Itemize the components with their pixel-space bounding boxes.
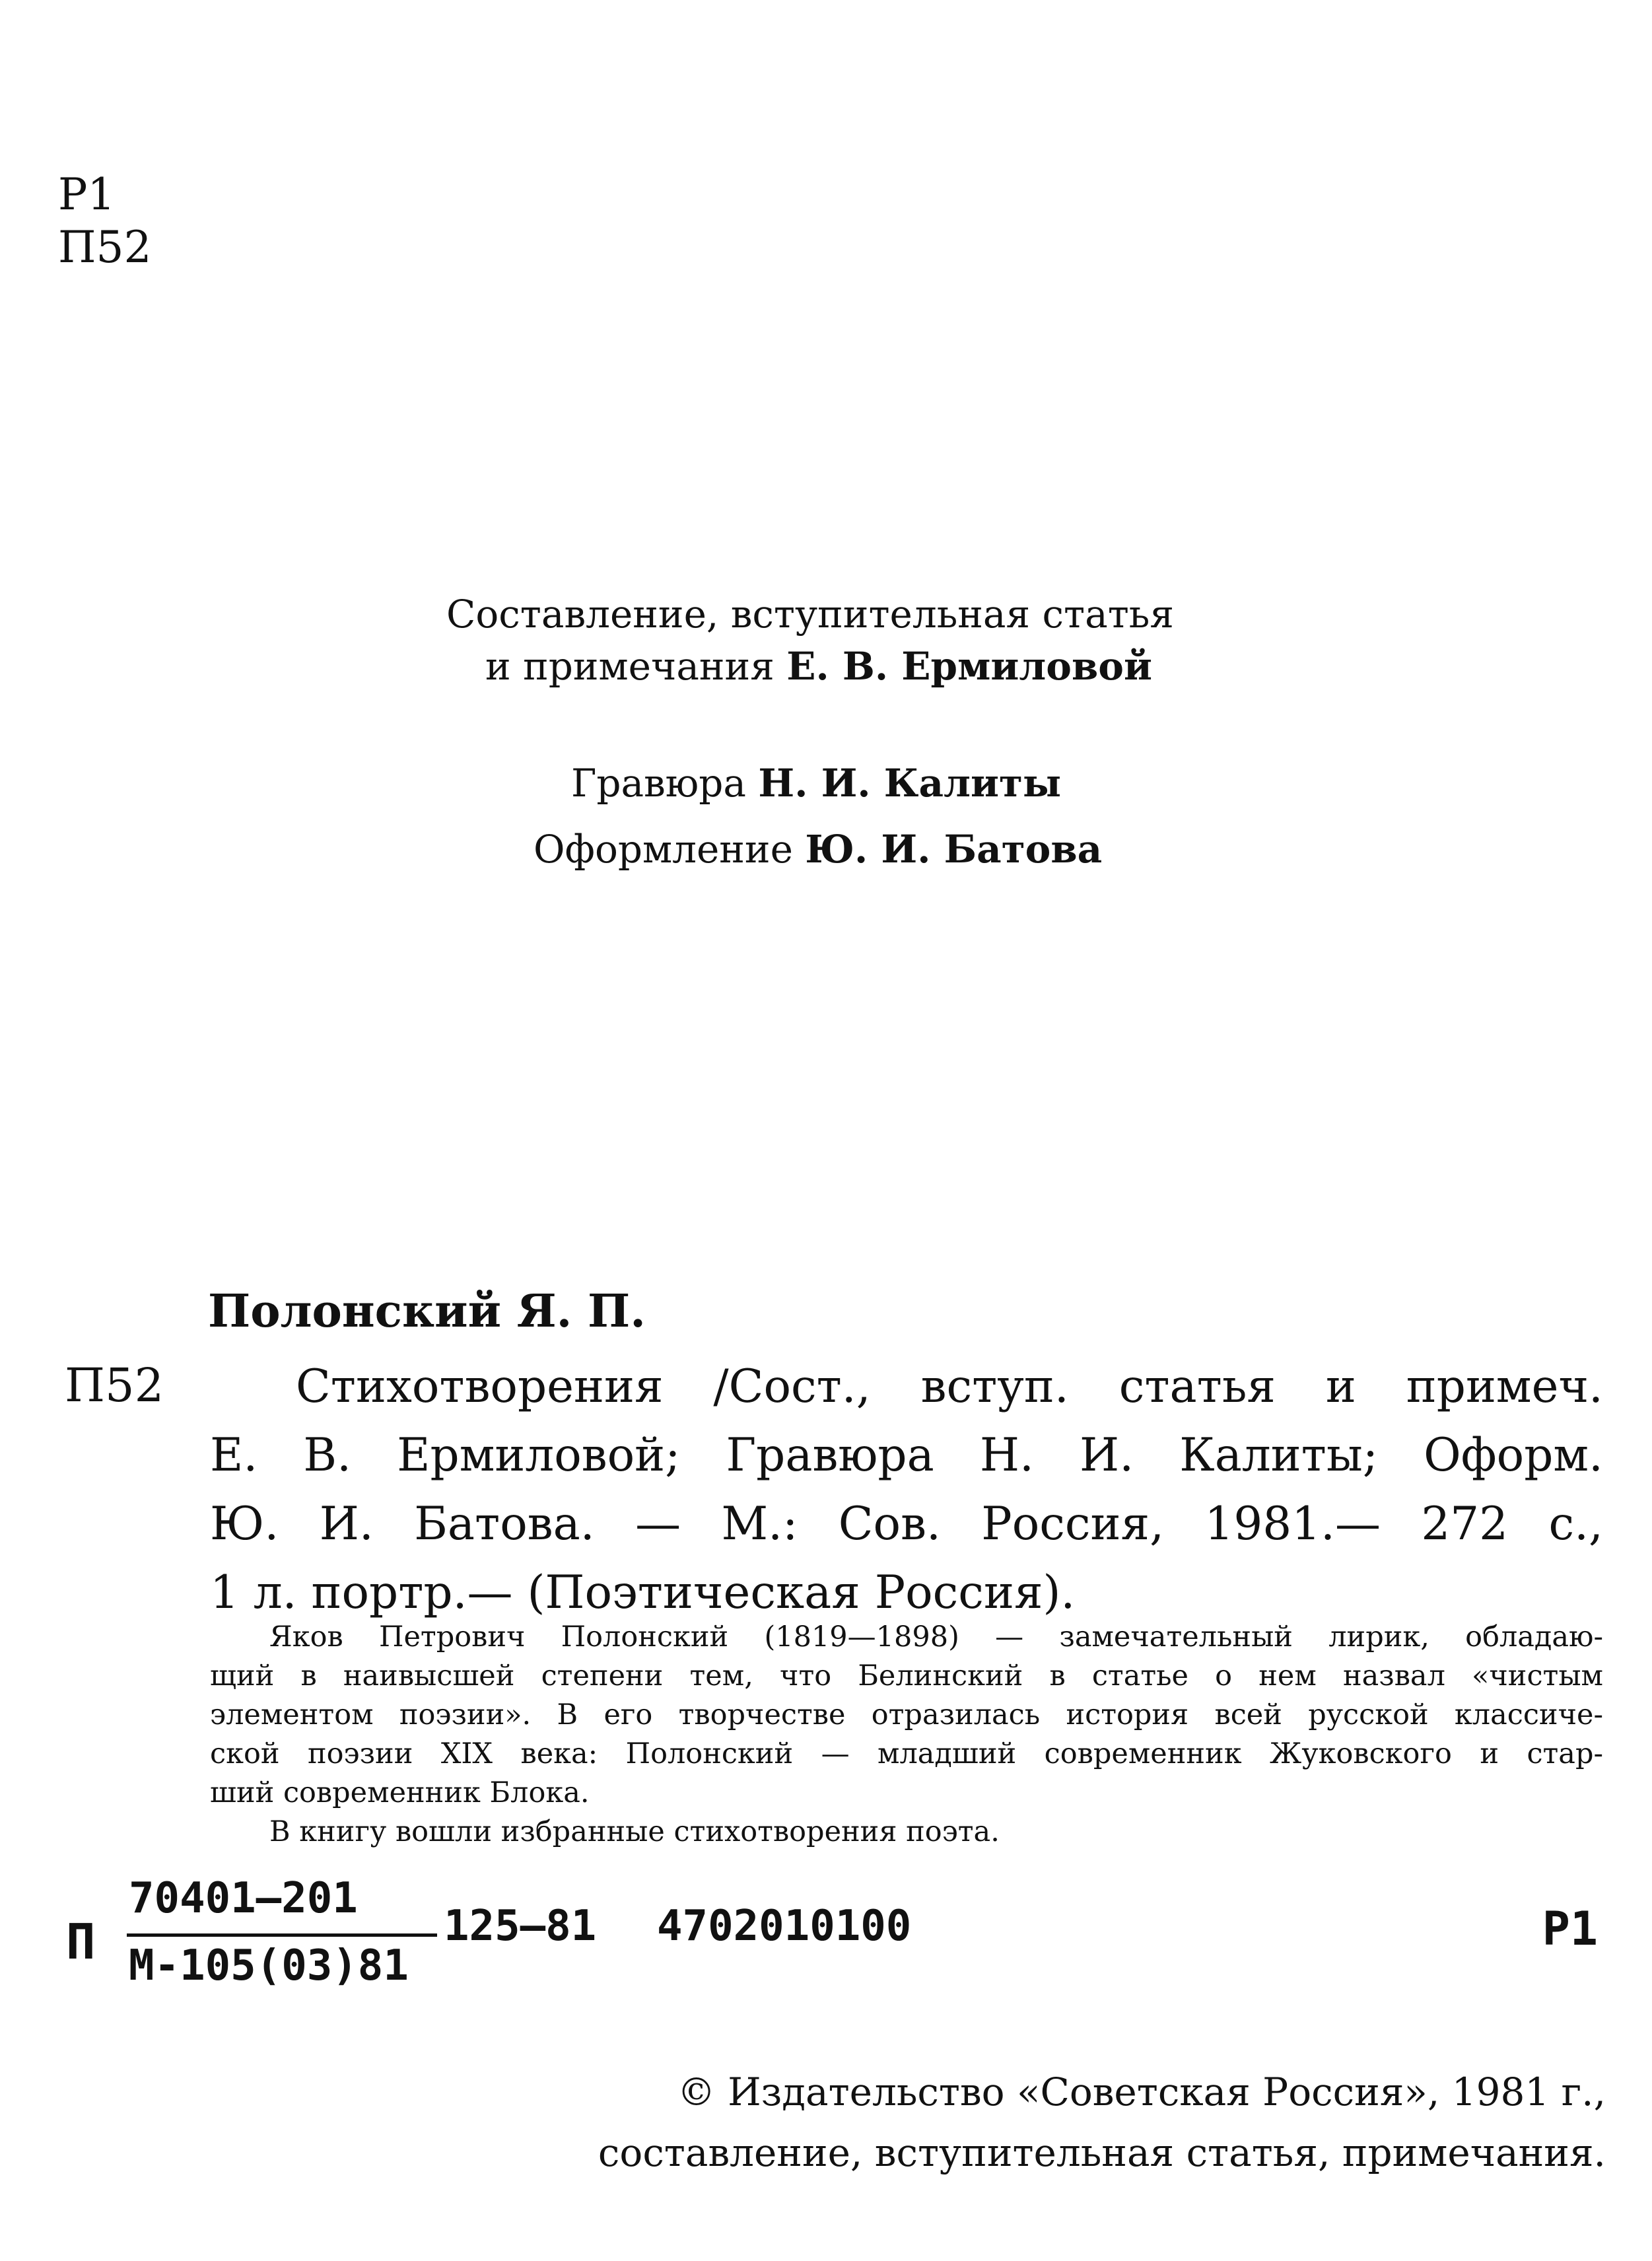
author-heading: Полонский Я. П.: [208, 1285, 646, 1338]
compilation-name: Е. В. Ермиловой: [786, 644, 1152, 689]
description-line: Е. В. Ермиловой; Гравюра Н. И. Калиты; Оформ.: [210, 1429, 1603, 1482]
index-numerator: 70401—201: [129, 1874, 358, 1923]
compilation-line-1: Составление, вступительная статья: [446, 592, 1174, 637]
index-right-code: Р1: [1542, 1902, 1598, 1956]
description-line: Стихотворения /Сост., вступ. статья и примеч.: [296, 1360, 1603, 1413]
annotation: [210, 1618, 1603, 1852]
copyright-line-2: составление, вступительная статья, примечания.: [598, 2130, 1606, 2175]
fraction-bar: [127, 1933, 437, 1937]
index-denominator: М-105(03)81: [129, 1941, 409, 1990]
index-letter: П: [66, 1914, 96, 1970]
description-line: 1 л. портр.— (Поэтическая Россия).: [210, 1566, 1076, 1619]
index-code-2: 4702010100: [657, 1902, 912, 1951]
design-prefix: Оформление: [533, 827, 793, 872]
annotation-line: ской поэзии XIX века: Полонский — младший современник Жуковского и стар-: [210, 1737, 1603, 1770]
description-line: Ю. И. Батова. — М.: Сов. Россия, 1981.— 272 с.,: [210, 1498, 1603, 1550]
cipher-line-1: Р1: [58, 169, 116, 220]
design-name: Ю. И. Батова: [805, 827, 1103, 872]
compilation-prefix: и примечания: [485, 644, 774, 689]
engraving-prefix: Гравюра: [571, 761, 746, 806]
copyright-block: [598, 2062, 1606, 2183]
annotation-line: элементом поэзии». В его творчестве отразилась история всей русской классиче-: [210, 1698, 1603, 1731]
engraving-name: Н. И. Калиты: [758, 761, 1062, 806]
catalog-code: П52: [65, 1358, 164, 1412]
annotation-line: В книгу вошли избранные стихотворения поэта.: [269, 1815, 1000, 1848]
bibliographic-description: [210, 1352, 1603, 1627]
copyright-line-1: © Издательство «Советская Россия», 1981 г.,: [677, 2070, 1606, 2114]
library-cipher: [58, 168, 152, 274]
annotation-line: щий в наивысшей степени тем, что Белинский в статье о нем назвал «чистым: [210, 1659, 1603, 1692]
annotation-line: Яков Петрович Полонский (1819—1898) — замечательный лирик, обладаю-: [269, 1620, 1603, 1653]
index-code-1: 125—81: [444, 1902, 597, 1951]
cipher-line-2: П52: [58, 222, 152, 273]
engraving-line: [571, 761, 1061, 806]
compilation-line-2: [485, 644, 1152, 689]
design-line: [533, 827, 1102, 872]
annotation-line: ший современник Блока.: [210, 1776, 590, 1809]
